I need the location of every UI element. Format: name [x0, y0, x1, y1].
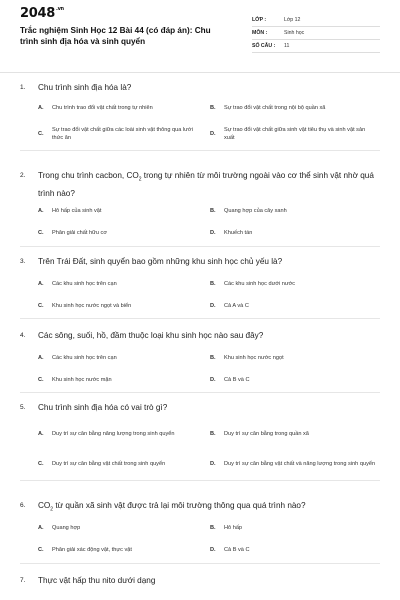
- question-text: Các sông, suối, hồ, đầm thuộc loại khu sinh học nào sau đây?: [38, 331, 264, 340]
- answer-option-c[interactable]: [38, 372, 210, 388]
- question-header: [20, 571, 380, 591]
- meta-value: Sinh học: [284, 30, 305, 36]
- answer-option-b[interactable]: [210, 100, 382, 116]
- meta-key: MÔN :: [252, 30, 268, 36]
- question-item: [20, 252, 380, 319]
- question-text-part: CO: [38, 501, 51, 510]
- question-number: 7.: [20, 577, 26, 584]
- meta-key: SỐ CÂU :: [252, 43, 276, 49]
- answer-option-a[interactable]: [38, 276, 210, 292]
- option-letter: B.: [210, 280, 216, 287]
- option-text: Quang hợp của cây xanh: [224, 208, 287, 215]
- question-header: [20, 326, 380, 346]
- meta-row-class: [252, 14, 380, 27]
- question-item: [20, 78, 380, 151]
- question-number: 6.: [20, 502, 26, 509]
- option-text: Duy trì sự cân bằng trong quần xã: [224, 430, 309, 437]
- meta-row-subject: [252, 27, 380, 40]
- question-header: [20, 166, 380, 200]
- option-letter: C.: [38, 460, 44, 467]
- option-letter: B.: [210, 208, 216, 215]
- logo-suffix: .vn: [55, 6, 64, 12]
- option-text: Sự trao đổi vật chất giữa các loài sinh vật thông qua lưới thức ăn: [52, 126, 193, 141]
- question-text-part: từ quần xã sinh vật được trả lại môi trường thông qua quá trình nào?: [53, 501, 306, 510]
- answer-option-c[interactable]: [38, 226, 210, 242]
- question-header: [20, 496, 380, 517]
- question-text: Thực vật hấp thu nito dưới dạng: [38, 576, 156, 585]
- answer-option-c[interactable]: [38, 543, 210, 559]
- option-text: Duy trì sự cân bằng vật chất và năng lượng trong sinh quyển: [224, 460, 376, 467]
- answer-option-b[interactable]: [210, 350, 382, 366]
- answer-options: [38, 521, 380, 559]
- question-item: [20, 398, 380, 481]
- answer-option-a[interactable]: [38, 350, 210, 366]
- question-header: [20, 252, 380, 272]
- option-letter: B.: [210, 354, 216, 361]
- option-text: Chu trình trao đổi vật chất trong tự nhiên: [52, 104, 153, 111]
- meta-value: Lớp 12: [284, 17, 301, 23]
- answer-options: [38, 422, 380, 476]
- question-number: 5.: [20, 404, 26, 411]
- option-letter: B.: [210, 104, 216, 111]
- option-text: Cả B và C: [224, 547, 250, 554]
- option-text: Cả A và C: [224, 302, 249, 309]
- option-letter: A.: [38, 525, 44, 532]
- answer-option-d[interactable]: [210, 543, 382, 559]
- option-letter: C.: [38, 302, 44, 309]
- option-text: Khuếch tán: [224, 230, 253, 237]
- option-text: Khu sinh học nước ngọt và biển: [52, 302, 132, 309]
- meta-value: 11: [284, 43, 290, 49]
- question-number: 1.: [20, 84, 26, 91]
- answer-options: [38, 276, 380, 314]
- option-letter: A.: [38, 430, 44, 437]
- question-text-part: trong tự nhiên từ môi trường ngoài vào cơ thể sinh vật nhờ quá trình nào?: [38, 171, 374, 198]
- option-text: Sự trao đổi vật chất trong nội bộ quần xã: [224, 104, 326, 111]
- option-text: Phân giải chất hữu cơ: [52, 230, 107, 237]
- answer-option-b[interactable]: [210, 422, 382, 446]
- logo-text: 2048: [20, 6, 55, 21]
- answer-option-d[interactable]: [210, 452, 382, 476]
- option-text: Các khu sinh học trên cạn: [52, 354, 117, 361]
- question-text: Chu trình sinh địa hóa là?: [38, 83, 132, 92]
- option-letter: C.: [38, 547, 44, 554]
- question-header: [20, 398, 380, 418]
- answer-option-d[interactable]: [210, 122, 382, 146]
- meta-row-count: [252, 40, 380, 53]
- option-letter: D.: [210, 130, 216, 137]
- option-text: Hô hấp của sinh vật: [52, 208, 102, 215]
- option-letter: D.: [210, 547, 216, 554]
- answer-option-a[interactable]: [38, 100, 210, 116]
- question-header: [20, 78, 380, 96]
- answer-options: [38, 350, 380, 388]
- option-letter: B.: [210, 430, 216, 437]
- subscript: 2: [50, 506, 54, 513]
- answer-option-d[interactable]: [210, 226, 382, 242]
- header-divider: [0, 72, 400, 73]
- answer-option-c[interactable]: [38, 298, 210, 314]
- option-text: Khu sinh học nước ngọt: [224, 354, 284, 361]
- option-text: Cả B và C: [224, 376, 250, 383]
- option-letter: C.: [38, 376, 44, 383]
- answer-options: [38, 204, 380, 242]
- question-text: [38, 499, 380, 517]
- subscript: 2: [138, 176, 142, 183]
- question-text: Chu trình sinh địa hóa có vai trò gì?: [38, 403, 168, 412]
- answer-option-d[interactable]: [210, 298, 382, 314]
- option-text: Phân giải xác động vật, thực vật: [52, 547, 132, 554]
- question-item: [20, 326, 380, 393]
- answer-option-b[interactable]: [210, 521, 382, 537]
- option-letter: A.: [38, 280, 44, 287]
- option-text: Hô hấp: [224, 525, 243, 532]
- option-text: Sự trao đổi vật chất giữa sinh vật tiêu thụ và sinh vật sản xuất: [224, 126, 366, 141]
- option-text: Các khu sinh học dưới nước: [224, 280, 296, 287]
- answer-option-d[interactable]: [210, 372, 382, 388]
- option-letter: D.: [210, 230, 216, 237]
- question-item: [20, 571, 380, 591]
- answer-option-a[interactable]: [38, 422, 210, 446]
- option-text: Duy trì sự cân bằng năng lượng trong sinh quyển: [52, 430, 175, 437]
- option-letter: D.: [210, 376, 216, 383]
- question-text-part: Trong chu trình cacbon, CO: [38, 171, 139, 180]
- question-item: [20, 166, 380, 247]
- quiz-meta: [252, 14, 380, 53]
- question-number: 3.: [20, 258, 26, 265]
- option-letter: D.: [210, 460, 216, 467]
- question-text: Trên Trái Đất, sinh quyển bao gồm những khu sinh học chủ yếu là?: [38, 257, 283, 266]
- answer-option-c[interactable]: [38, 452, 210, 476]
- question-number: 4.: [20, 332, 26, 339]
- answer-options: [38, 100, 380, 146]
- question-text: [38, 169, 380, 200]
- answer-option-b[interactable]: [210, 276, 382, 292]
- option-text: Duy trì sự cân bằng vật chất trong sinh quyển: [52, 460, 166, 467]
- option-letter: B.: [210, 525, 216, 532]
- option-letter: C.: [38, 130, 44, 137]
- option-text: Khu sinh học nước mặn: [52, 376, 112, 383]
- answer-option-b[interactable]: [210, 204, 382, 220]
- answer-option-a[interactable]: [38, 204, 210, 220]
- option-letter: A.: [38, 104, 44, 111]
- option-letter: A.: [38, 208, 44, 215]
- quiz-title: Trắc nghiệm Sinh Học 12 Bài 44 (có đáp án): Chu trình sinh địa hóa và sinh quyển: [20, 26, 211, 46]
- answer-option-a[interactable]: [38, 521, 210, 537]
- option-letter: C.: [38, 230, 44, 237]
- answer-option-c[interactable]: [38, 122, 210, 146]
- meta-key: LỚP :: [252, 17, 267, 23]
- question-number: 2.: [20, 172, 26, 179]
- question-item: [20, 496, 380, 564]
- option-text: Quang hợp: [52, 525, 81, 532]
- option-letter: A.: [38, 354, 44, 361]
- option-letter: D.: [210, 302, 216, 309]
- page-header: [0, 0, 400, 72]
- option-text: Các khu sinh học trên cạn: [52, 280, 117, 287]
